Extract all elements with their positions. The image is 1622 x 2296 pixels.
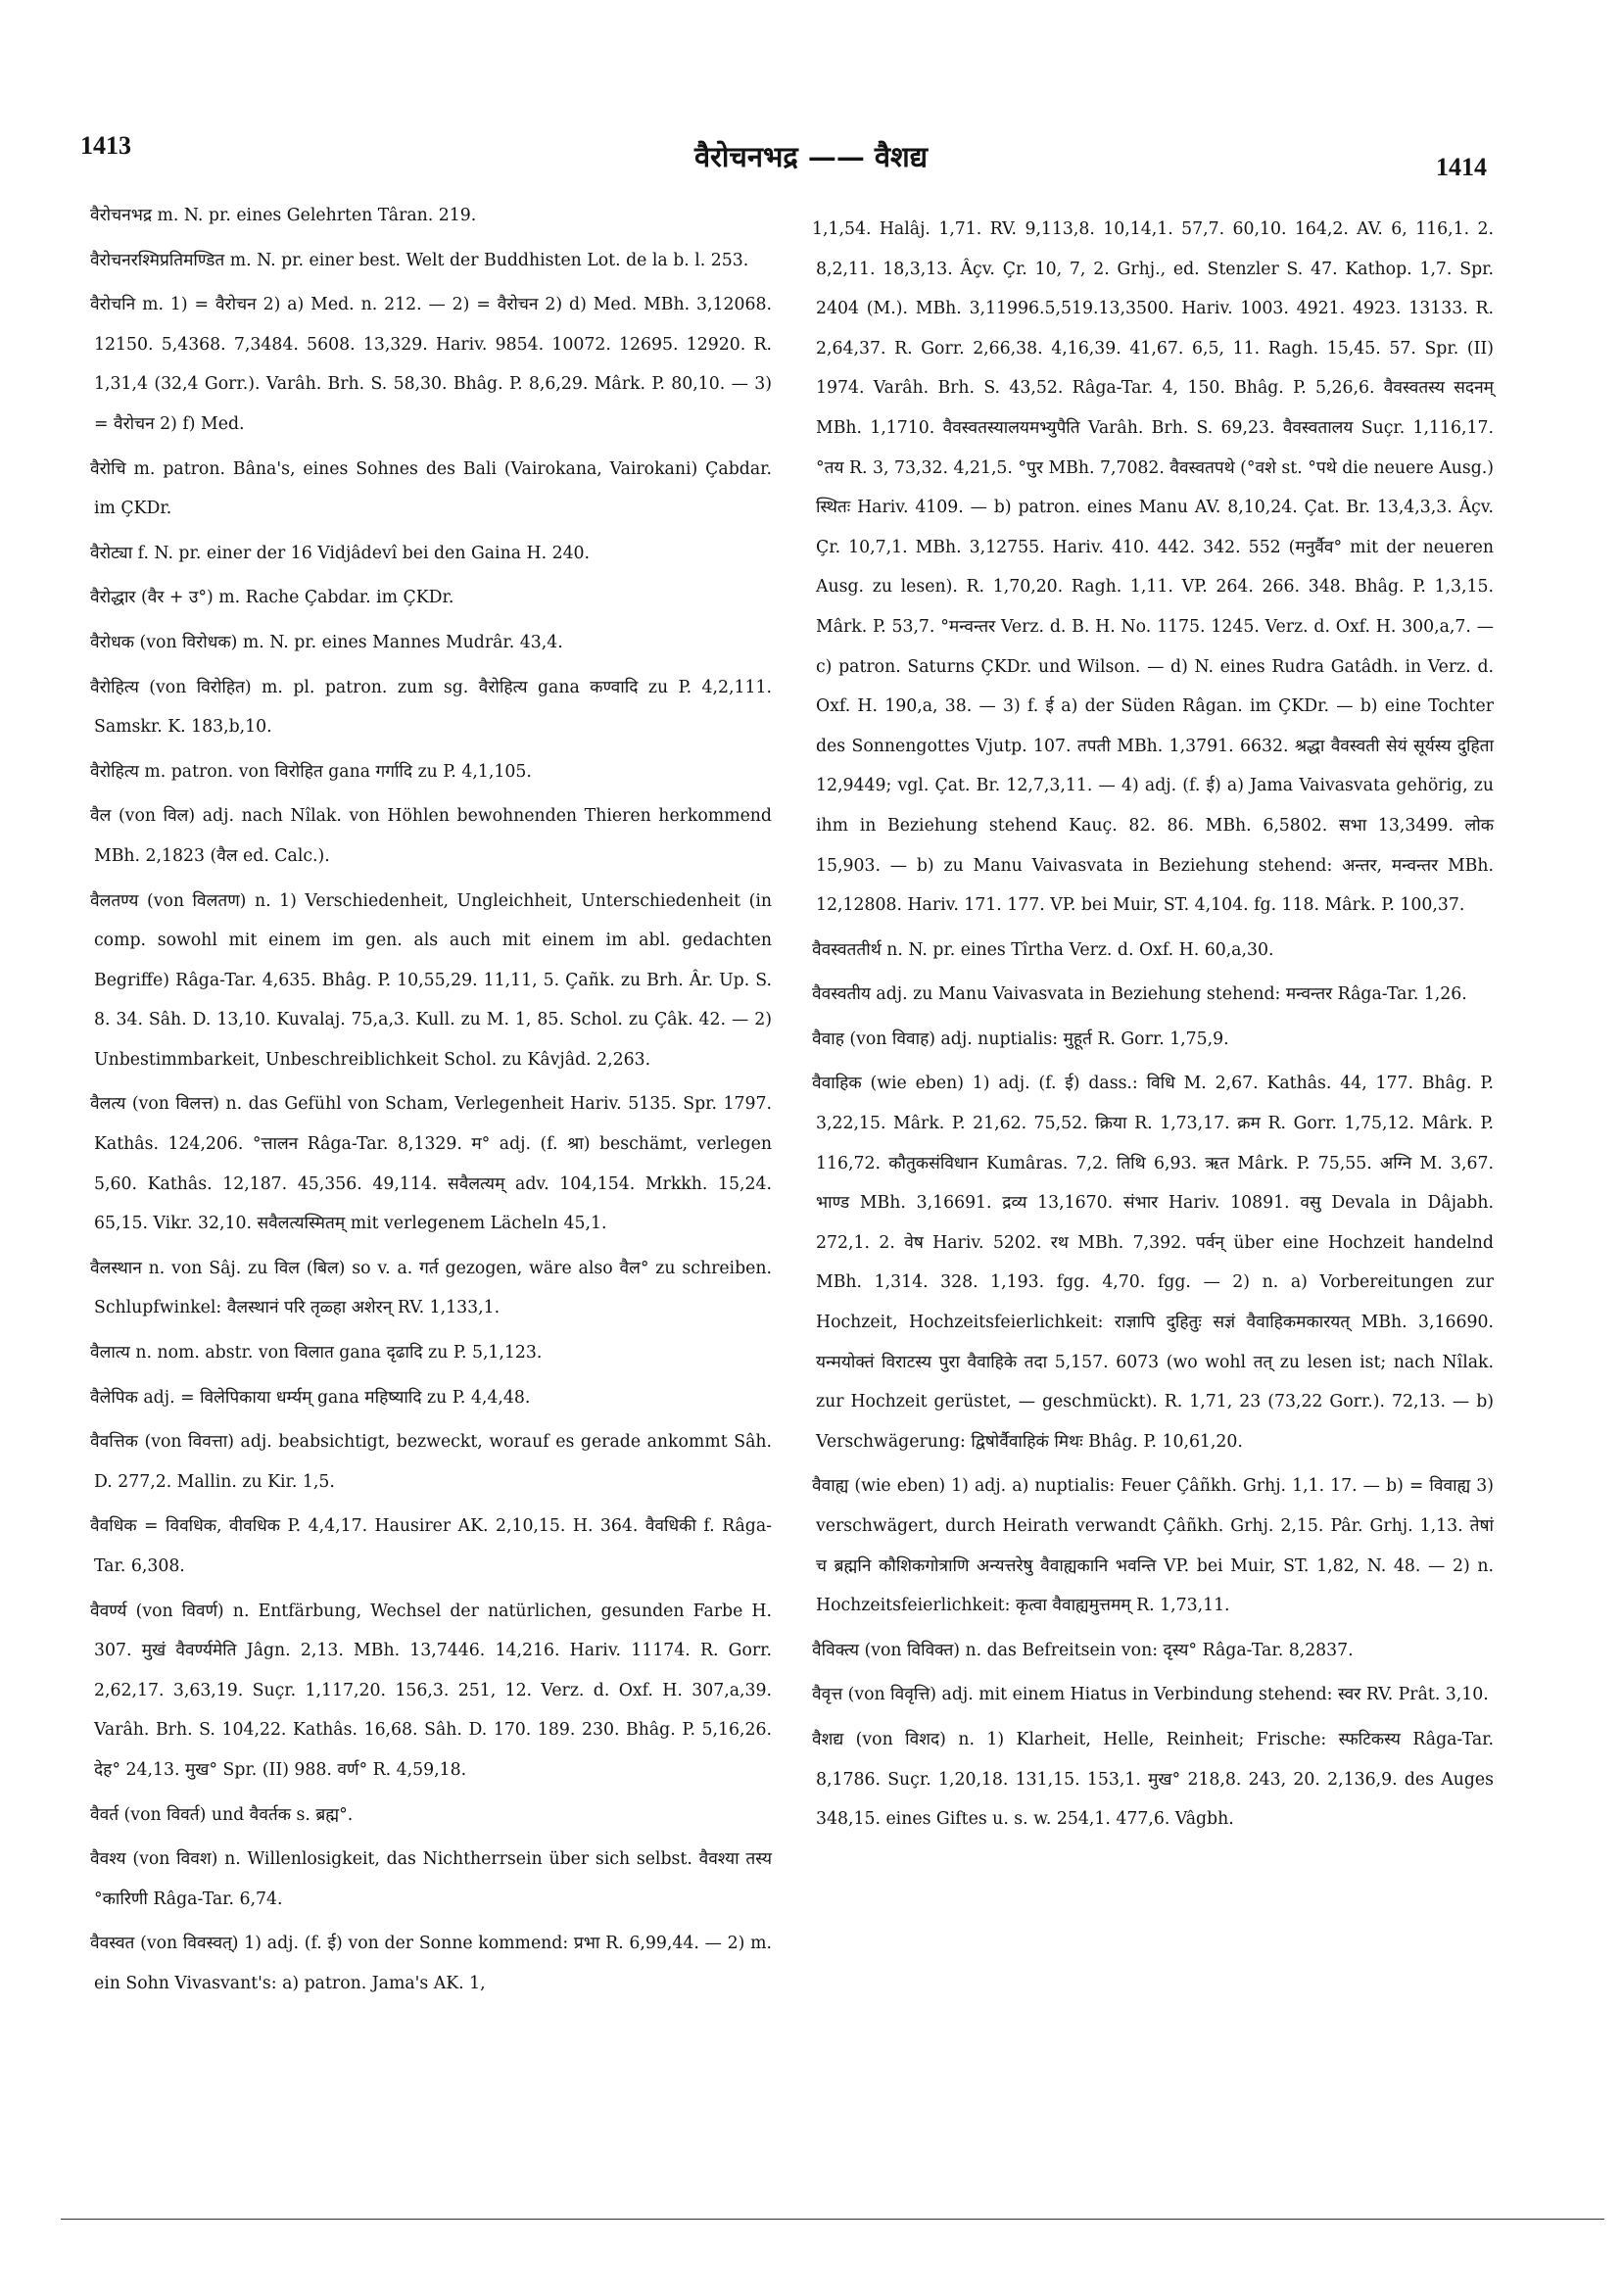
dictionary-entry: वैवस्वततीर्थ n. N. pr. eines Tîrtha Verz. d. Oxf. H. 60,a,30.: [812, 939, 1274, 960]
dictionary-entry: वैरोधक (von विरोधक) m. N. pr. eines Mannes Mudrâr. 43,4.: [90, 632, 563, 652]
dictionary-entry: वैरोचनभद्र m. N. pr. eines Gelehrten Târan. 219.: [90, 206, 477, 225]
dictionary-entry: वैलात्य n. nom. abstr. von विलात gana दृढादि zu P. 5,1,123.: [90, 1343, 543, 1363]
dictionary-entry: वैवाह्य (wie eben) 1) adj. a) nuptialis: Feuer Çâñkh. Grhj. 1,1. 17. — b) = विवाह्य 3) verschwägert, durch Heirath verwandt Çâñkh. Grhj. 2,15. Pâr. Grhj. 1,13. तेषां च ब्रह्मनि कौशिकगोत्राणि अन्यत्तरेषु वैवाह्यकानि भवन्ति VP. bei Muir, ST. 1,82, N. 48. — 2) n. Hochzeitsfeierlichkeit: कृत्वा वैवाह्यमुत्तमम् R. 1,73,11.: [812, 1476, 1494, 1616]
dictionary-entry: वैरोट्या f. N. pr. einer der 16 Vidjâdevî bei den Gaina H. 240.: [90, 543, 591, 563]
dictionary-entry: वैवस्वत (von विवस्वत्) 1) adj. (f. ई) von der Sonne kommend: प्रभा R. 6,99,44. — 2) m. ein Sohn Vivasvant's: a) patron. Jama's AK. 1,: [90, 1934, 772, 1993]
dictionary-entry: वैरोचनरश्मिप्रतिमण्डित m. N. pr. einer best. Welt der Buddhisten Lot. de la b. l. 253.: [90, 250, 749, 270]
dictionary-entry: वैरोचनि m. 1) = वैरोचन 2) a) Med. n. 212. — 2) = वैरोचन 2) d) Med. MBh. 3,12068. 12150. 5,4368. 7,3484. 5608. 13,329. Hariv. 9854. 10072. 12695. 12920. R. 1,31,4 (32,4 Gorr.). Varâh. Brh. S. 58,30. Bhâg. P. 8,6,29. Mârk. P. 80,10. — 3) = वैरोचन 2) f) Med.: [90, 295, 772, 434]
dictionary-entry: वैरोहित्य m. patron. von विरोहित gana गर्गादि zu P. 4,1,105.: [90, 761, 532, 782]
dictionary-entry: वैवर्त (von विवर्त) und वैवर्तक s. ब्रह्म°.: [90, 1804, 354, 1825]
dictionary-entry: वैवधिक = विवधिक, वीवधिक P. 4,4,17. Hausirer AK. 2,10,15. H. 364. वैवधिकी f. Râga-Tar. 6,308.: [90, 1516, 772, 1576]
dictionary-entry: 1,1,54. Halâj. 1,71. RV. 9,113,8. 10,14,1. 57,7. 60,10. 164,2. AV. 6, 116,1. 2. 8,2,11. 18,3,13. Âçv. Çr. 10, 7, 2. Grhj., ed. Stenzler S. 47. Kathop. 1,7. Spr. 2404 (M.). MBh. 3,11996.5,519.13,3500. Hariv. 1003. 4921. 4923. 13133. R. 2,64,37. R. Gorr. 2,66,38. 4,16,39. 41,67. 6,5, 11. Ragh. 15,45. 57. Spr. (II) 1974. Varâh. Brh. S. 43,52. Râga-Tar. 4, 150. Bhâg. P. 5,26,6. वैवस्वतस्य सदनम् MBh. 1,1710. वैवस्वतस्यालयमभ्युपैति Varâh. Brh. S. 69,23. वैवस्वतालय Suçr. 1,116,17. °तय R. 3, 73,32. 4,21,5. °पुर MBh. 7,7082. वैवस्वतपथे (°वशे st. °पथे die neuere Ausg.) स्थितः Hariv. 4109. — b) patron. eines Manu AV. 8,10,24. Çat. Br. 13,4,3,3. Âçv. Çr. 10,7,1. MBh. 3,12755. Hariv. 410. 442. 342. 552 (मनुर्वैव° mit der neueren Ausg. zu lesen). R. 1,70,20. Ragh. 1,11. VP. 264. 266. 348. Bhâg. P. 1,3,15. Mârk. P. 53,7. °मन्वन्तर Verz. d. B. H. No. 1175. 1245. Verz. d. Oxf. H. 300,a,7. — c) patron. Saturns ÇKDr. und Wilson. — d) N. eines Rudra Gatâdh. in Verz. d. Oxf. H. 190,a, 38. — 3) f. ई a) der Süden Râgan. im ÇKDr. — b) eine Tochter des Sonnengottes Vjutp. 107. तपती MBh. 1,3791. 6632. श्रद्धा वैवस्वती सेयं सूर्यस्य दुहिता 12,9449; vgl. Çat. Br. 12,7,3,11. — 4) adj. (f. ई) a) Jama Vaivasvata gehörig, zu ihm in Beziehung stehend Kauç. 82. 86. MBh. 6,5802. सभा 13,3499. लोक 15,903. — b) zu Manu Vaivasvata in Beziehung stehend: अन्तर, मन्वन्तर MBh. 12,12808. Hariv. 171. 177. VP. bei Muir, ST. 4,104. fg. 118. Mârk. P. 100,37.: [812, 219, 1494, 916]
right-column: [812, 210, 1494, 1840]
page-number-right: 1414: [1436, 153, 1487, 181]
left-column: [90, 196, 772, 2004]
dictionary-entry: वैवत्तिक (von विवत्ता) adj. beabsichtigt, bezweckt, worauf es gerade ankommt Sâh. D. 277,2. Mallin. zu Kir. 1,5.: [90, 1432, 772, 1492]
dictionary-entry: वैलतण्य (von विलतण) n. 1) Verschiedenheit, Ungleichheit, Unterschiedenheit (in comp. sowohl mit einem im gen. als auch mit einem im abl. gedachten Begriffe) Râga-Tar. 4,635. Bhâg. P. 10,55,29. 11,11, 5. Çañk. zu Brh. Âr. Up. S. 8. 34. Sâh. D. 13,10. Kuvalaj. 75,a,3. Kull. zu M. 1, 85. Schol. zu Çâk. 42. — 2) Unbestimmbarkeit, Unbeschreiblichkeit Schol. zu Kâvjâd. 2,263.: [90, 890, 772, 1070]
dictionary-entry: वैरोद्धार (वैर + उ°) m. Rache Çabdar. im ÇKDr.: [90, 588, 454, 608]
dictionary-entry: वैवश्य (von विवश) n. Willenlosigkeit, das Nichtherrsein über sich selbst. वैवश्या तस्य °कारिणी Râga-Tar. 6,74.: [90, 1849, 772, 1909]
dictionary-entry: वैशद्य (von विशद) n. 1) Klarheit, Helle, Reinheit; Frische: स्फटिकस्य Râga-Tar. 8,1786. Suçr. 1,20,18. 131,15. 153,1. मुख° 218,8. 243, 20. 2,136,9. des Auges 348,15. eines Giftes u. s. w. 254,1. 477,6. Vâgbh.: [812, 1729, 1494, 1830]
dictionary-entry: वैलेपिक adj. = विलेपिकाया धर्म्यम् gana महिष्यादि zu P. 4,4,48.: [90, 1387, 531, 1408]
dictionary-entry: वैरोहित्य (von विरोहित) m. pl. patron. zum sg. वैरोहित्य gana कण्वादि zu P. 4,2,111. Samskr. K. 183,b,10.: [90, 677, 772, 738]
dictionary-entry: वैवस्वतीय adj. zu Manu Vaivasvata in Beziehung stehend: मन्वन्तर Râga-Tar. 1,26.: [812, 984, 1467, 1005]
dictionary-entry: वैरोचि m. patron. Bâna's, eines Sohnes des Bali (Vairokana, Vairokani) Çabdar. im ÇKDr.: [90, 458, 772, 519]
footer-rule: [61, 2219, 1604, 2220]
dictionary-entry: वैवृत्त (von विवृत्ति) adj. mit einem Hiatus in Verbindung stehend: स्वर RV. Prât. 3,10.: [812, 1685, 1489, 1705]
dictionary-entry: वैल (von विल) adj. nach Nîlak. von Höhlen bewohnenden Thieren herkommend MBh. 2,1823 (वैल ed. Calc.).: [90, 806, 772, 866]
dictionary-entry: वैविक्त्य (von विविक्त) n. das Befreitsein von: दृस्य° Râga-Tar. 8,2837.: [812, 1640, 1354, 1660]
dictionary-entry: वैवाहिक (wie eben) 1) adj. (f. ई) dass.: विधि M. 2,67. Kathâs. 44, 177. Bhâg. P. 3,22,15. Mârk. P. 21,62. 75,52. क्रिया R. 1,73,17. क्रम R. Gorr. 1,75,12. Mârk. P. 116,72. कौतुकसंविधान Kumâras. 7,2. तिथि 6,93. ऋत Mârk. P. 75,55. अग्नि M. 3,67. भाण्ड MBh. 3,16691. द्रव्य 13,1670. संभार Hariv. 10891. वसु Devala in Dâjabh. 272,1. 2. वेष Hariv. 5202. रथ MBh. 7,392. पर्वन् über eine Hochzeit handelnd MBh. 1,314. 328. 1,193. fgg. 4,70. fgg. — 2) n. a) Vorbereitungen zur Hochzeit, Hochzeitsfeierlichkeit: राज्ञापि दुहितुः सज्ञं वैवाहिकमकारयत् MBh. 3,16690. यन्मयोक्तं विराटस्य पुरा वैवाहिके तदा 5,157. 6073 (wo wohl तत् zu lesen ist; nach Nîlak. zur Hochzeit gerüstet, — geschmückt). R. 1,71, 23 (73,22 Gorr.). 72,13. — b) Verschwägerung: द्विषोर्वैवाहिकं मिथः Bhâg. P. 10,61,20.: [812, 1074, 1494, 1452]
running-headword: वैरोचनभद्र —— वैशद्य: [693, 140, 929, 173]
page-number-left: 1413: [80, 131, 131, 160]
dictionary-entry: वैवाह (von विवाह) adj. nuptialis: मुहूर्त R. Gorr. 1,75,9.: [812, 1028, 1229, 1049]
dictionary-entry: वैवर्ण्य (von विवर्ण) n. Entfärbung, Wechsel der natürlichen, gesunden Farbe H. 307. मुखं वैवर्ण्यमेति Jâgn. 2,13. MBh. 13,7446. 14,216. Hariv. 11174. R. Gorr. 2,62,17. 3,63,19. Suçr. 1,117,20. 156,3. 251, 12. Verz. d. Oxf. H. 307,a,39. Varâh. Brh. S. 104,22. Kathâs. 16,68. Sâh. D. 170. 189. 230. Bhâg. P. 5,16,26. देह° 24,13. मुख° Spr. (II) 988. वर्ण° R. 4,59,18.: [90, 1601, 772, 1780]
dictionary-entry: वैलत्य (von विलत्त) n. das Gefühl von Scham, Verlegenheit Hariv. 5135. Spr. 1797. Kathâs. 124,206. °त्तालन Râga-Tar. 8,1329. म° adj. (f. श्रा) beschämt, verlegen 5,60. Kathâs. 12,187. 45,356. 49,114. सवैलत्यम् adv. 104,154. Mrkkh. 15,24. 65,15. Vikr. 32,10. सवैलत्यस्मितम् mit verlegenem Lächeln 45,1.: [90, 1094, 772, 1234]
dictionary-entry: वैलस्थान n. von Sâj. zu विल (बिल) so v. a. गर्त gezogen, wäre also वैल° zu schreiben. Schlupfwinkel: वैलस्थानं परि तृळ्हा अशेरन् RV. 1,133,1.: [90, 1258, 772, 1318]
